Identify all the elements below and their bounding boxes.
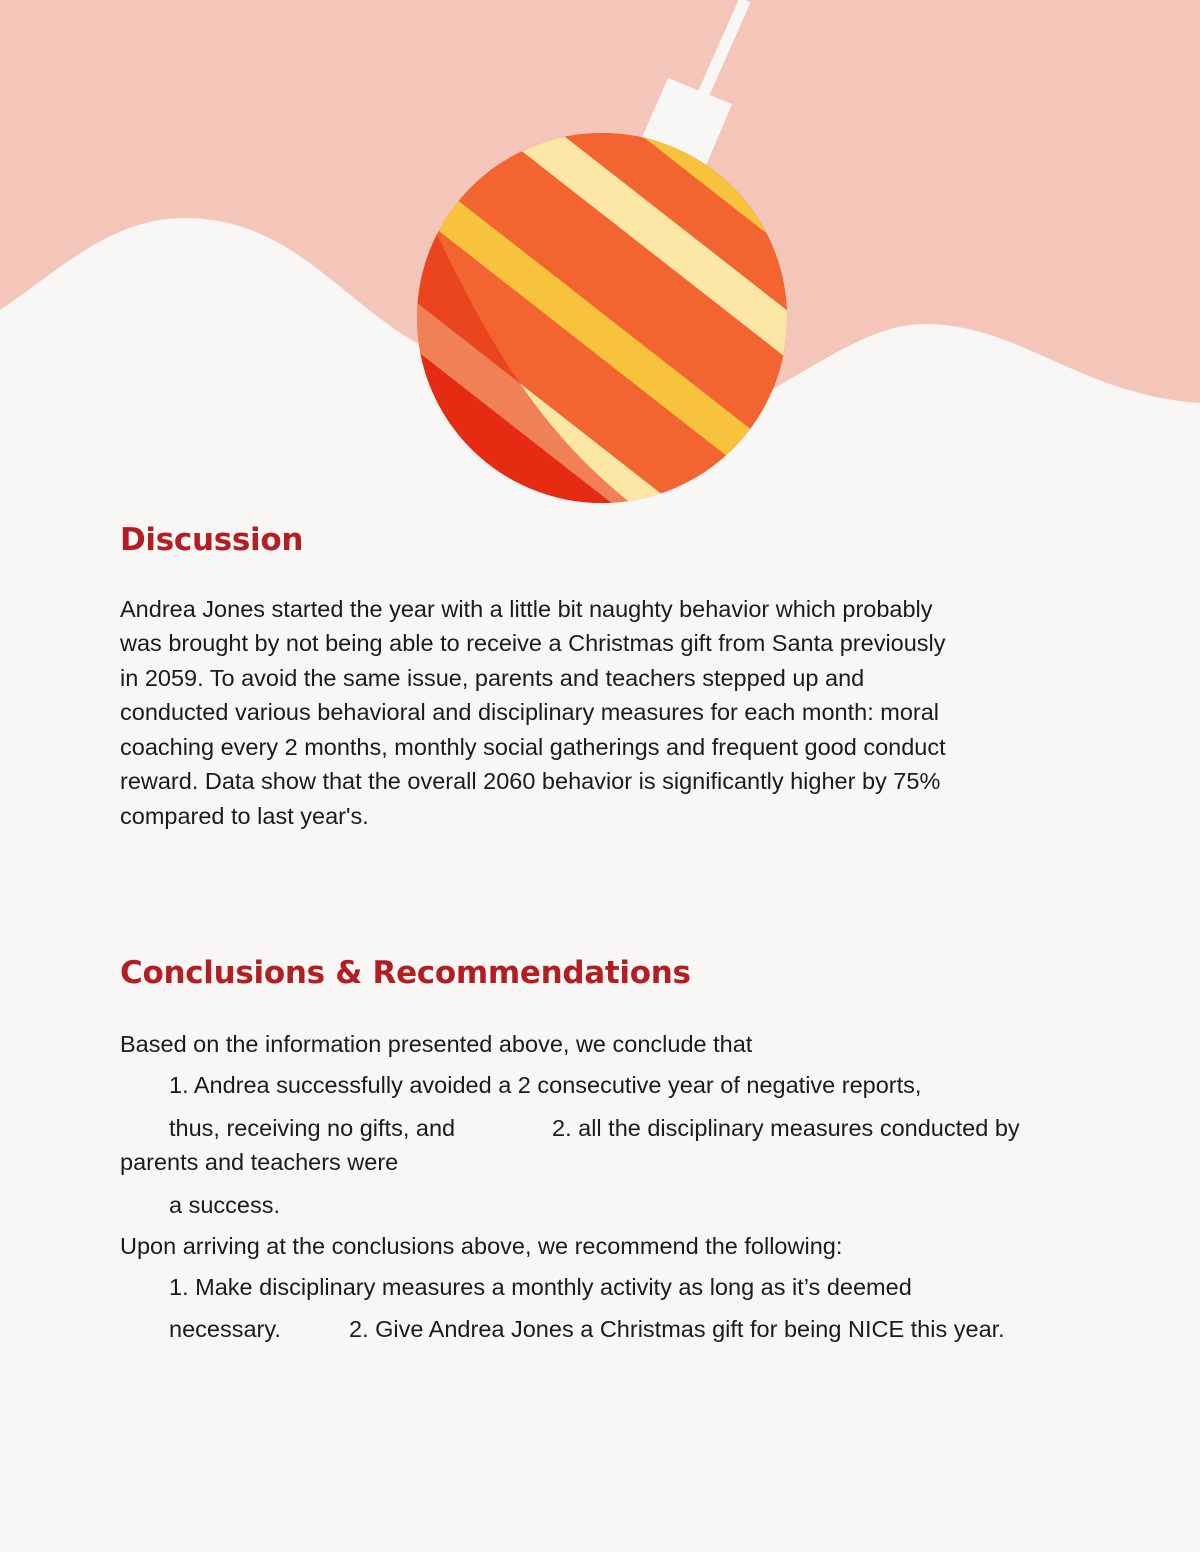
- recommendation-item-1-cont: necessary.: [169, 1316, 281, 1342]
- discussion-line: coaching every 2 months, monthly social gatherings and frequent good conduct: [120, 734, 946, 760]
- conclusions-intro: Based on the information presented above, we conclude that: [120, 1031, 753, 1057]
- recommendation-item-1: 1. Make disciplinary measures a monthly activity as long as it’s deemed: [169, 1274, 912, 1300]
- conclusion-item-2: 2. all the disciplinary measures conducted by: [552, 1115, 1020, 1141]
- conclusion-item-1: 1. Andrea successfully avoided a 2 consecutive year of negative reports,: [169, 1072, 922, 1098]
- discussion-line: Andrea Jones started the year with a little bit naughty behavior which probably: [120, 596, 933, 622]
- discussion-line: conducted various behavioral and disciplinary measures for each month: moral: [120, 699, 940, 725]
- discussion-line: compared to last year's.: [120, 803, 369, 829]
- conclusions-heading: Conclusions & Recommendations: [120, 955, 691, 991]
- conclusion-item-1-cont: thus, receiving no gifts, and: [169, 1115, 456, 1141]
- discussion-line: reward. Data show that the overall 2060 behavior is significantly higher by 75%: [120, 768, 941, 794]
- conclusion-item-2-end: a success.: [169, 1192, 281, 1218]
- recommend-intro: Upon arriving at the conclusions above, we recommend the following:: [120, 1233, 843, 1259]
- christmas-ornament-icon: [410, 0, 800, 510]
- discussion-line: in 2059. To avoid the same issue, parents and teachers stepped up and: [120, 665, 865, 691]
- conclusion-item-2-cont: parents and teachers were: [120, 1149, 399, 1175]
- recommendation-item-2: 2. Give Andrea Jones a Christmas gift for being NICE this year.: [349, 1316, 1005, 1342]
- discussion-heading: Discussion: [120, 522, 304, 558]
- discussion-line: was brought by not being able to receive a Christmas gift from Santa previously: [120, 630, 946, 656]
